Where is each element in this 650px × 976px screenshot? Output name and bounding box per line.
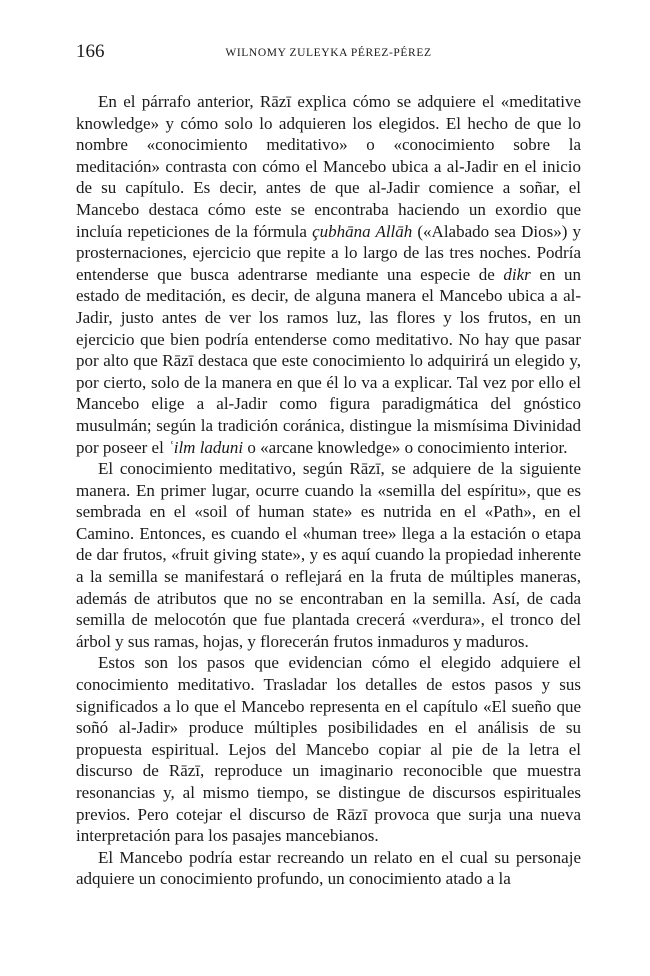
page-header [76,40,581,64]
paragraph-2: El conocimiento meditativo, según Rāzī, se adquiere de la siguiente manera. En primer lugar, ocurre cuando la «semilla del espíritu», que es sembrada en el «soil of human state» es nutrida en el «Path», en el Camino. Entonces, es cuando el «human tree» llega a la estación o etapa de dar frutos, «fruit giving state», y es aquí cuando la propiedad inherente a la semilla se manifestará o reflejará en la fruta de múltiples maneras, además de atributos que no se encontraban en la semilla. Así, de cada semilla de melocotón que fue plantada crecerá «verdura», el tronco del árbol y sus ramas, hojas, y florecerán frutos inmaduros y maduros. [76,459,581,651]
text-run: En el párrafo anterior, Rāzī explica cómo se adquiere el «meditative knowledge» y cómo solo lo adquieren los elegidos. El hecho de que lo nombre «conocimiento meditativo» o «conocimiento sobre la meditación» contrasta con cómo el Mancebo ubica a al-Jadir en el inicio de su capítulo. Es decir, antes de que al-Jadir comience a soñar, el Mancebo destaca cómo este se encontraba haciendo un exordio que incluía repeticiones de la fórmula [76,92,581,241]
text-run: («Alabado sea Dios») y prosternaciones, ejercicio que repite a lo largo de las tres noches. Podría entenderse que busca adentrarse mediante una especie de [76,221,581,284]
italic-term: ʿilm laduni [168,437,244,457]
italic-term: dikr [503,264,531,284]
paragraph-1 [76,91,581,458]
body-text [76,91,581,890]
text-run: en un estado de meditación, es decir, de alguna manera el Mancebo ubica a al-Jadir, justo antes de ver los ramos luz, las flores y los frutos, en un ejercicio que bien podría entenderse como meditativo. No hay que pasar por alto que Rāzī destaca que este conocimiento lo adquirirá un elegido y, por cierto, solo de la manera en que él lo va a explicar. Tal vez por ello el Mancebo elige a al-Jadir como figura paradigmática del gnóstico musulmán; según la tradición coránica, distingue la mismísima Divinidad por poseer el [76,264,581,457]
paragraph-4: El Mancebo podría estar recreando un relato en el cual su personaje adquiere un conocimiento profundo, un conocimiento atado a la [76,847,581,889]
paragraph-3: Estos son los pasos que evidencian cómo el elegido adquiere el conocimiento meditativo. Trasladar los detalles de estos pasos y sus significados a lo que el Mancebo representa en el capítulo «El sueño que soñó al-Jadir» produce múltiples posibilidades en el análisis de su propuesta espiritual. Lejos del Mancebo copiar al pie de la letra el discurso de Rāzī, reproduce un imaginario reconocible que muestra resonancias y, al mismo tiempo, se distingue de discursos espirituales previos. Pero cotejar el discurso de Rāzī provoca que surja una nueva interpretación para los pasajes mancebianos. [76,653,581,846]
text-run: o «arcane knowledge» o conocimiento interior. [243,437,568,457]
page-number: 166 [76,41,105,62]
running-head: WILNOMY ZULEYKA PÉREZ-PÉREZ [225,47,432,59]
italic-term: çubhāna Allāh [312,221,413,241]
